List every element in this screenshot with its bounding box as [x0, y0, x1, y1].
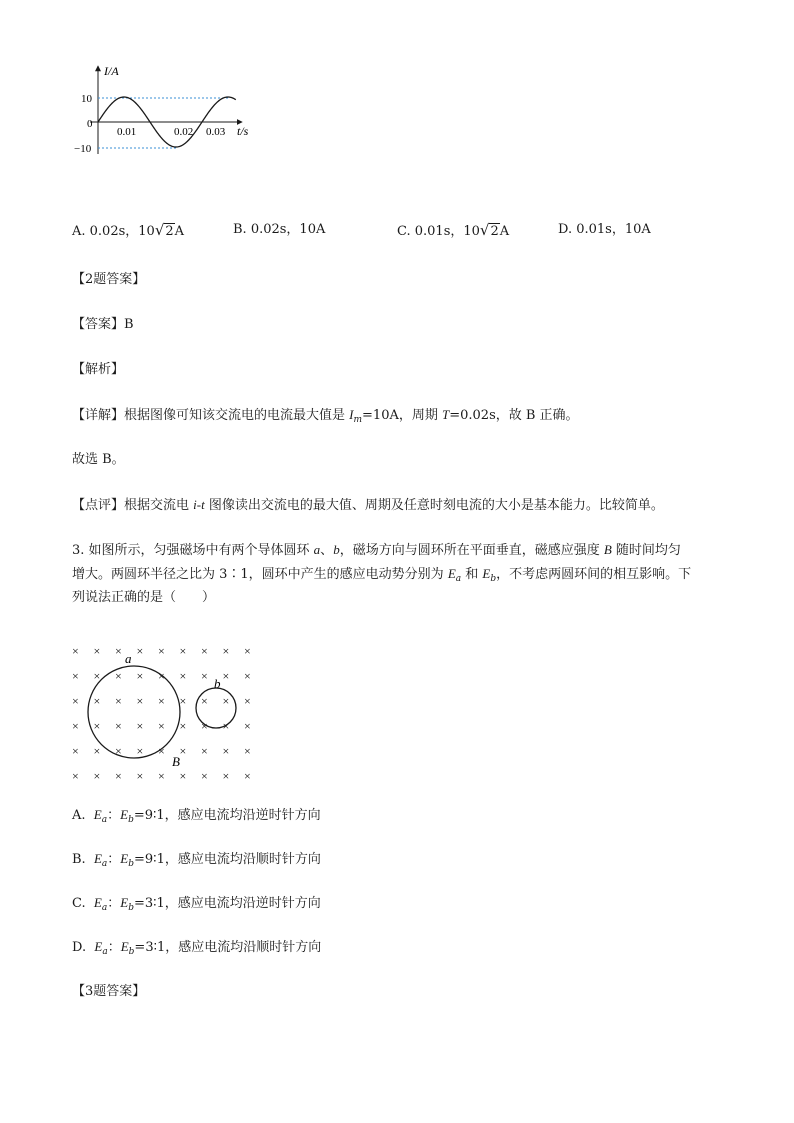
- field-cross: ×: [201, 744, 208, 758]
- q2-answer-header: 【2题答案】: [72, 272, 146, 287]
- q3-stem-line2: 增大。两圆环半径之比为 3∶1，圆环中产生的感应电动势分别为 $E_a$ 和 $E_b$，不考虑两圆环间的相互影响。下: [72, 566, 692, 584]
- field-cross: ×: [93, 669, 101, 683]
- field-cross: ×: [136, 644, 144, 658]
- field-cross: ×: [158, 744, 165, 758]
- label-b: b: [214, 676, 221, 691]
- field-cross: ×: [222, 669, 230, 683]
- ring-a: [88, 666, 180, 758]
- field-cross: ×: [201, 669, 208, 683]
- field-cross: ×: [72, 719, 79, 733]
- field-cross: ×: [136, 669, 144, 683]
- cross-grid: [72, 644, 251, 783]
- q2-answer: 【答案】B: [72, 317, 134, 332]
- sqrt-symbol: √2: [479, 221, 499, 239]
- field-cross: ×: [222, 719, 230, 733]
- field-cross: ×: [72, 694, 79, 708]
- field-cross: ×: [158, 719, 165, 733]
- field-cross: ×: [244, 719, 251, 733]
- q2-analysis-header: 【解析】: [72, 362, 125, 377]
- field-cross: ×: [201, 769, 208, 783]
- x-axis-label: t/s: [237, 124, 249, 138]
- field-cross: ×: [244, 644, 251, 658]
- field-cross: ×: [93, 644, 101, 658]
- current-time-graph: [70, 62, 270, 162]
- field-cross: ×: [115, 769, 122, 783]
- q2-option-a[interactable]: A. 0.02s，10√2A: [72, 220, 184, 242]
- field-cross: ×: [72, 669, 79, 683]
- field-cross: ×: [222, 744, 230, 758]
- field-cross: ×: [136, 744, 144, 758]
- label-B: B: [172, 754, 180, 769]
- field-cross: ×: [244, 694, 251, 708]
- y-tick-zero: 0: [87, 118, 93, 130]
- q3-option-d[interactable]: D. $E_a$：$E_b=3∶1$，感应电流均沿顺时针方向: [72, 939, 322, 957]
- q3-option-a[interactable]: A. $E_a$：$E_b=9∶1$，感应电流均沿逆时针方向: [72, 807, 321, 825]
- field-cross: ×: [244, 744, 251, 758]
- field-cross: ×: [136, 719, 144, 733]
- field-cross: ×: [244, 769, 251, 783]
- field-cross: ×: [115, 719, 122, 733]
- field-cross: ×: [136, 694, 144, 708]
- x-tick-1: 0.01: [117, 126, 137, 138]
- y-axis-label: I/A: [104, 64, 119, 78]
- field-cross: ×: [93, 719, 101, 733]
- magnetic-field-diagram: [68, 638, 268, 783]
- field-cross: ×: [158, 769, 165, 783]
- q3-option-b[interactable]: B. $E_a$：$E_b=9∶1$，感应电流均沿顺时针方向: [72, 851, 321, 869]
- field-cross: ×: [115, 694, 122, 708]
- field-cross: ×: [222, 694, 230, 708]
- q2-option-d[interactable]: D. 0.01s，10A: [558, 222, 651, 237]
- q2-conclusion: 故选 B。: [72, 452, 125, 467]
- field-cross: ×: [93, 694, 101, 708]
- field-cross: ×: [115, 744, 122, 758]
- field-cross: ×: [201, 694, 208, 708]
- y-tick-min: −10: [74, 143, 92, 155]
- field-cross: ×: [201, 644, 208, 658]
- field-cross: ×: [179, 719, 187, 733]
- field-cross: ×: [72, 644, 79, 658]
- label-a: a: [125, 651, 132, 666]
- x-tick-2: 0.02: [174, 126, 194, 138]
- y-tick-max: 10: [81, 93, 92, 105]
- field-cross: ×: [136, 769, 144, 783]
- q3-option-c[interactable]: C. $E_a$：$E_b=3∶1$，感应电流均沿逆时针方向: [72, 895, 321, 913]
- field-cross: ×: [158, 694, 165, 708]
- field-cross: ×: [115, 669, 122, 683]
- q3-answer-header: 【3题答案】: [72, 984, 146, 999]
- q3-stem-line3: 列说法正确的是（ ）: [72, 590, 216, 605]
- q2-comment: 【点评】根据交流电 i-t 图像读出交流电的最大值、周期及任意时刻电流的大小是基本能力。比较简单。: [72, 497, 664, 513]
- field-cross: ×: [179, 769, 187, 783]
- field-cross: ×: [158, 669, 165, 683]
- field-cross: ×: [179, 744, 187, 758]
- field-cross: ×: [179, 669, 187, 683]
- field-cross: ×: [222, 769, 230, 783]
- q3-stem-line1: 3. 如图所示，匀强磁场中有两个导体圆环 a、b，磁场方向与圆环所在平面垂直，磁感应强度 B 随时间均匀: [72, 542, 681, 558]
- field-cross: ×: [179, 694, 187, 708]
- x-tick-3: 0.03: [206, 126, 226, 138]
- field-cross: ×: [158, 644, 165, 658]
- field-cross: ×: [244, 669, 251, 683]
- q2-detail: 【详解】根据图像可知该交流电的电流最大值是 $I_m=10A$，周期 T=0.02s，故 B 正确。: [72, 407, 579, 425]
- field-cross: ×: [179, 644, 187, 658]
- field-cross: ×: [222, 644, 230, 658]
- field-cross: ×: [72, 744, 79, 758]
- q2-option-b[interactable]: B. 0.02s，10A: [233, 222, 326, 237]
- field-cross: ×: [72, 769, 79, 783]
- field-cross: ×: [93, 769, 101, 783]
- ring-b: [196, 688, 236, 728]
- field-cross: ×: [201, 719, 208, 733]
- field-cross: ×: [115, 644, 122, 658]
- q2-option-c[interactable]: C. 0.01s，10√2A: [397, 220, 509, 242]
- field-cross: ×: [93, 744, 101, 758]
- sqrt-symbol: √2: [154, 221, 174, 239]
